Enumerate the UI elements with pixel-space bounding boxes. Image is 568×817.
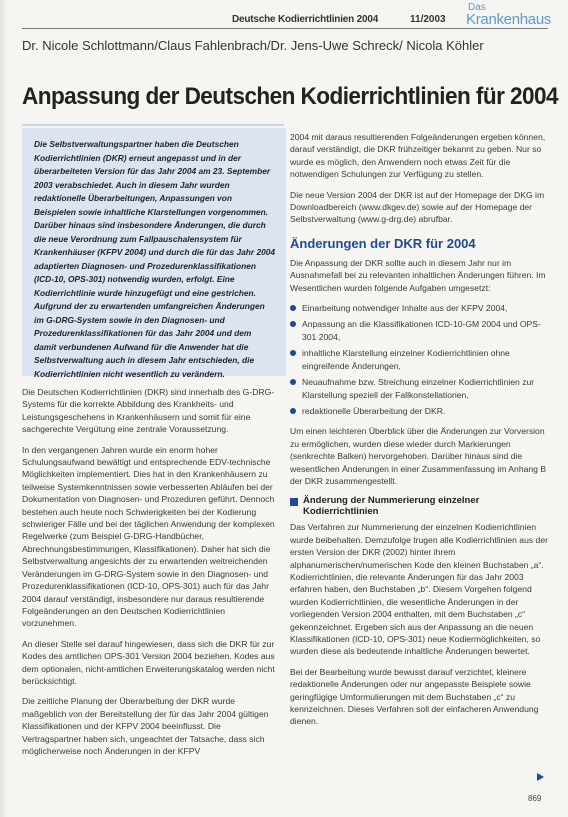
abstract-top-rule <box>22 124 284 126</box>
list-item: Anpassung an die Klassifikationen ICD-10-GM 2004 und OPS-301 2004, <box>290 318 548 343</box>
list-item: inhaltliche Klarstellung einzelner Kodierrichtlinien ohne eingreifende Änderungen, <box>290 347 548 372</box>
journal-logo <box>466 2 564 28</box>
right-paragraph: Das Verfahren zur Nummerierung der einzelnen Kodierrichtlinien wurde beibehalten. Demzufolge trugen alle Kodierrichtlinien aus der ersten Version der DKR (2002) hinter ihrem alphanumerischen/numerischen Kode den kleinen Buchstaben „a“. Kodierrichtlinien, die relevante Änderungen für das Jahr 2003 erfahren haben, den Buchstaben „b“. Diesem Vorgehen folgend wurden Kodierrichtlinien, die wesentliche Änderungen in der vorliegenden Version 2004 enthalten, mit dem Buchstaben „c“ gekennzeichnet. Ergeben sich aus der Anpassung an die neuen Klassifikationen (ICD-10, OPS-301) neue Kodiermöglichkeiten, so wurden diese als bedeutende inhaltliche Änderungen bewertet. <box>290 522 548 657</box>
left-column <box>22 386 280 765</box>
abstract-text: Die Selbstverwaltungspartner haben die Deutschen Kodierrichtlinien (DKR) erneut angepasst und in der überarbeiteten Version für das Jahr 2004 am 23. September 2003 verabschiedet. Auch in diesem Jahr wurden redaktionelle Überarbeitungen, Anpassungen von Beispielen sowie inhaltliche Klarstellungen vorgenommen. Darüber hinaus sind insbesondere Änderungen, die durch die neue Verordnung zum Fallpauschalensystem für Krankenhäuser (KFPV 2004) und durch die für das Jahr 2004 adaptierten Diagnosen- und Prozedurenklassifikationen (ICD-10, OPS-301) notwendig wurden, erfolgt. Eine Kodierrichtlinie wurde hinzugefügt und eine gestrichen. Aufgrund der zu erwartenden umfangreichen Änderungen im G-DRG-System sowie in den Diagnosen- und Prozedurenklassifikationen für das Jahr 2004 und dem damit verbundenen Aufwand für die Anwender hat die Selbstverwaltung auch in diesem Jahr entschieden, die Kodierrichtlinien nicht wesentlich zu verändern. <box>34 139 276 379</box>
article-title: Anpassung der Deutschen Kodierrichtlinien für 2004 <box>22 83 558 110</box>
running-header <box>0 0 568 28</box>
right-paragraph: Um einen leichteren Überblick über die Änderungen zur Vorversion zu ermöglichen, wurden diese wieder durch Markierungen (senkrechte Balken) hervorgehoben. Darüber hinaus sind die wesentlichen Änderungen in einer Zusammenfassung im Anhang B der DKR zusammengestellt. <box>290 426 547 486</box>
abstract-box <box>22 128 286 379</box>
left-paragraph: In den vergangenen Jahren wurde ein enorm hoher Schulungsaufwand bewältigt und entsprechende EDV-technische Möglichkeiten implementiert. Dies hat in den Krankenhäusern zu teilweise Systemkenntnissen sowie verbesserten Abläufen bei der Dokumentation von Diagnosen- und Prozeduren geführt. Dennoch bestehen auch heute noch Schwierigkeiten bei der Kodierung schwieriger Fälle und bei der täglichen Anwendung der komplexen Regelwerke (zum Beispiel G-DRG-Handbücher, Abrechnungsbestimmungen, Klassifikationen). Daher hat sich die Selbstverwaltung angesichts der zu erwartenden weitreichenden Veränderungen im G-DRG-System sowie in den Diagnosen- und Prozedurenklassifikationen (ICD-10, OPS-301) auch für das Jahr 2004 darauf verständigt, insbesondere nur daraus resultierende Folgeänderungen an den Deutschen Kodierrichtlinien vorzunehmen. <box>22 444 275 629</box>
right-column <box>290 131 548 736</box>
left-paragraph: An dieser Stelle sei darauf hingewiesen, dass sich die DKR für zur Kodes des amtlichen OPS-301 Version 2004 beziehen. Kodes aus dem optionalen, nicht-amtlichen Erweiterungskatalog werden nicht berücksichtigt. <box>22 638 275 686</box>
heading-square-icon <box>290 498 298 506</box>
right-paragraph: Die Anpassung der DKR sollte auch in diesem Jahr nur im Ausnahmefall bei zu relevanten inhaltlichen Änderungen führen. Im Wesentlichen wurden folgende Aufgaben umgesetzt: <box>290 257 546 293</box>
left-paragraph: Die zeitliche Planung der Überarbeitung der DKR wurde maßgeblich von der Bereitstellung der für das Jahr 2004 gültigen Klassifikationen und der KFPV 2004 beeinflusst. Die Vertragspartner haben sich, ungeachtet der Tatsache, dass sich möglicherweise noch Änderungen in der KFPV <box>22 696 269 756</box>
right-paragraph: Die neue Version 2004 der DKR ist auf der Homepage der DKG im Downloadbereich (www.dkgev.de) sowie auf der Homepage der Selbstverwaltung (www.g-drg.de) abrufbar. <box>290 189 545 225</box>
right-paragraph: Bei der Bearbeitung wurde bewusst darauf verzichtet, kleinere redaktionelle Änderungen oder nur angepasste Beispiele sowie geringfügige Umformulierungen mit dem Buchstaben „c“ zu kennzeichnen. Dieses Verfahren soll der einfacheren Anwendung dienen. <box>290 666 539 727</box>
page-spine-shadow <box>0 0 8 817</box>
logo-top-text: Das <box>468 2 486 13</box>
page-number: 869 <box>528 794 542 803</box>
article-authors: Dr. Nicole Schlottmann/Claus Fahlenbrach/Dr. Jens-Uwe Schreck/ Nicola Köhler <box>22 38 484 53</box>
task-list <box>290 302 548 417</box>
header-journal-title: Deutsche Kodierrichtlinien 2004 <box>232 14 379 25</box>
list-item: Einarbeitung notwendiger Inhalte aus der KFPV 2004, <box>290 302 548 314</box>
list-item: Neuaufnahme bzw. Streichung einzelner Kodierrichtlinien zur Klarstellung speziell der Fallkonstellationen, <box>290 376 548 401</box>
logo-main-text: Krankenhaus <box>466 11 552 28</box>
right-paragraph: 2004 mit daraus resultierenden Folgeänderungen ergeben können, darauf verständigt, die DKR frühzeitiger bekannt zu geben. Nur so wurde es möglich, den Anwendern noch etwas Zeit für die notwendigen Schulungen zur Verfügung zu stellen. <box>290 132 546 180</box>
left-paragraph: Die Deutschen Kodierrichtlinien (DKR) sind innerhalb des G-DRG-Systems für die korrekte Abbildung des Krankheits- und Leistungsgeschehens in Krankenhäusern und somit für eine sachgerechte Vergütung eine zentrale Voraussetzung. <box>22 387 275 435</box>
subsection-heading <box>290 495 548 517</box>
list-item: redaktionelle Überarbeitung der DKR. <box>290 405 548 417</box>
subsection-heading-text: Änderung der Nummerierung einzelner Kodierrichtlinien <box>303 495 480 518</box>
header-issue: 11/2003 <box>410 14 446 25</box>
section-heading: Änderungen der DKR für 2004 <box>290 235 476 251</box>
header-rule <box>22 28 548 29</box>
continue-arrow-icon <box>537 773 544 781</box>
